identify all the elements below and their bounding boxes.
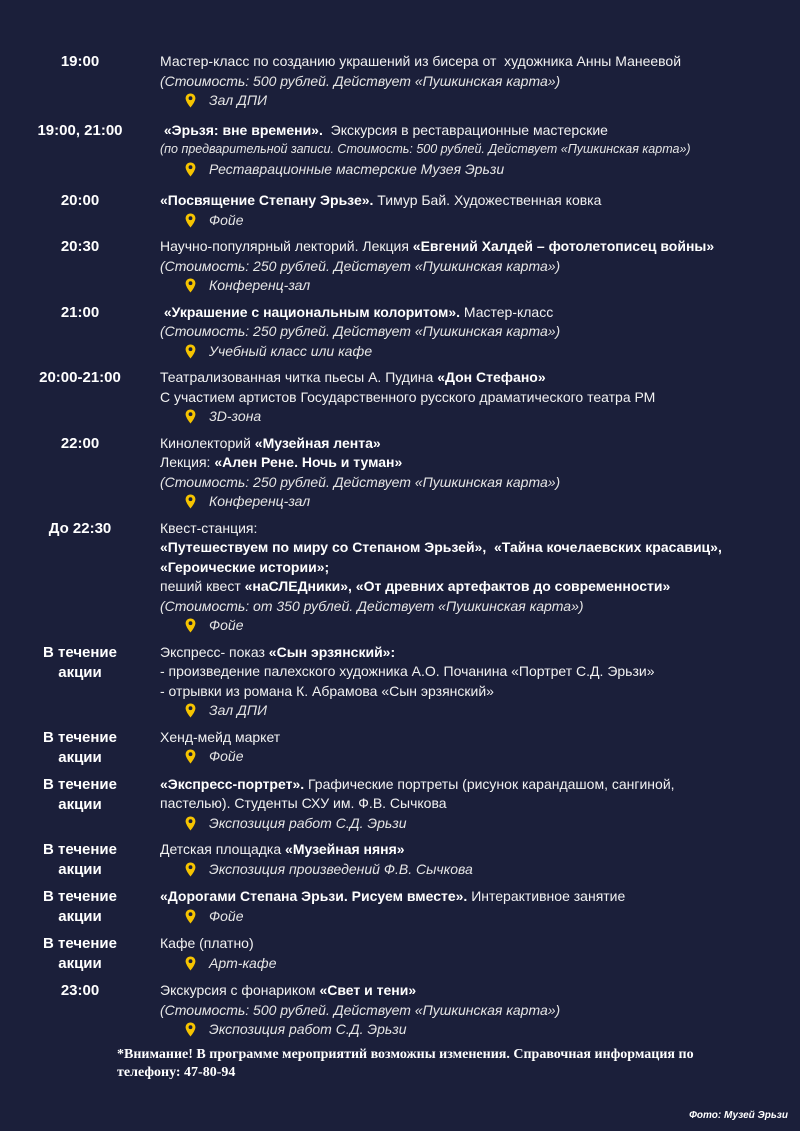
event-title: «Посвящение Степану Эрьзе». — [160, 192, 374, 208]
event-row — [0, 840, 800, 880]
event-price-note — [160, 597, 796, 617]
event-description — [160, 643, 796, 663]
map-pin-icon — [185, 278, 196, 293]
event-description — [160, 934, 796, 954]
event-time-line: 21:00 — [60, 303, 100, 321]
event-text: Театрализованная читка пьесы А. Пудина — [160, 369, 438, 385]
event-location — [160, 160, 796, 180]
event-price-note — [160, 140, 796, 160]
event-time-line: 19:00, 21:00 — [37, 121, 123, 139]
event-row — [0, 237, 800, 296]
event-text: (Стоимость: 250 рублей. Действует «Пушкинская карта») — [160, 257, 561, 274]
map-pin-icon — [185, 494, 196, 509]
event-description — [160, 434, 796, 454]
event-location-name: Зал ДПИ — [209, 92, 268, 108]
event-location-name: Фойе — [209, 211, 244, 228]
event-time-line: акции — [58, 663, 102, 681]
event-row — [0, 519, 800, 636]
event-description — [160, 682, 796, 702]
event-description — [160, 775, 796, 795]
event-time-line: акции — [58, 795, 102, 813]
event-details — [160, 303, 800, 362]
event-time — [0, 434, 160, 454]
map-pin-icon — [185, 956, 196, 971]
map-pin-icon — [185, 703, 196, 718]
event-time — [0, 728, 160, 768]
event-schedule — [0, 52, 800, 1040]
event-row — [0, 775, 800, 834]
event-text: (Стоимость: 250 рублей. Действует «Пушкинская карта») — [160, 473, 561, 490]
event-time — [0, 237, 160, 257]
event-details — [160, 434, 800, 512]
map-pin-icon — [185, 409, 196, 424]
event-time — [0, 303, 160, 323]
event-text: (Стоимость: 250 рублей. Действует «Пушкинская карта») — [160, 323, 561, 339]
event-title: «Музейная няня» — [285, 841, 405, 857]
event-time-line: 20:30 — [60, 238, 100, 255]
event-text: - отрывки из романа К. Абрамова «Сын эрзянский» — [160, 682, 494, 699]
event-details — [160, 237, 800, 296]
event-text: С участием артистов Государственного русского драматического театра РМ — [160, 388, 656, 405]
event-location-name: Арт-кафе — [209, 954, 277, 971]
event-title: «наСЛЕДники», «От древних артефактов до современности» — [244, 578, 671, 594]
event-price-note — [160, 322, 796, 342]
map-pin-icon — [185, 213, 196, 228]
event-location — [160, 907, 796, 927]
event-location-name: Зал ДПИ — [209, 702, 268, 718]
event-time-line: В течение — [43, 728, 117, 746]
event-description — [160, 558, 796, 578]
event-text: Экспресс- показ — [160, 643, 269, 660]
event-price-note — [160, 72, 796, 92]
changes-notice: *Внимание! В программе мероприятий возможны изменения. Справочная информация по телефону: 47-80-94 — [117, 1047, 694, 1080]
event-details — [160, 643, 800, 721]
event-row — [0, 981, 800, 1040]
event-location-name: Экспозиция работ С.Д. Эрьзи — [209, 814, 407, 831]
event-price-note — [160, 257, 796, 277]
event-time — [0, 887, 160, 927]
event-title: «Музейная лента» — [254, 434, 381, 451]
event-details — [160, 728, 800, 767]
event-location — [160, 954, 796, 974]
map-pin-icon — [185, 816, 196, 831]
event-text: (Стоимость: 500 рублей. Действует «Пушкинская карта») — [160, 1001, 561, 1018]
event-time — [0, 368, 160, 388]
event-row — [0, 121, 800, 180]
event-location — [160, 492, 796, 512]
event-text: (Стоимость: 500 рублей. Действует «Пушкинская карта») — [160, 72, 561, 89]
event-time-line: акции — [58, 861, 102, 878]
event-location — [160, 342, 796, 362]
event-row — [0, 887, 800, 927]
event-location-name: Фойе — [209, 748, 244, 764]
event-row — [0, 728, 800, 768]
event-title: «Свет и тени» — [319, 982, 417, 998]
event-row — [0, 52, 800, 111]
event-title: «Дон Стефано» — [437, 369, 546, 385]
event-title: «Украшение с национальным колоритом». — [160, 303, 460, 320]
event-location-name: Учебный класс или кафе — [209, 342, 373, 359]
event-time-line: 23:00 — [60, 982, 100, 999]
event-text: (по предварительной записи. Стоимость: 500 рублей. Действует «Пушкинская карта») — [160, 142, 691, 156]
event-time-line: акции — [58, 908, 102, 925]
event-location-name: Конференц-зал — [209, 493, 311, 509]
event-time-line: акции — [58, 955, 102, 972]
event-description — [160, 453, 796, 473]
event-time — [0, 52, 160, 72]
event-details — [160, 775, 800, 834]
event-description — [160, 303, 796, 323]
event-time-line: В течение — [43, 841, 117, 858]
event-time-line: 19:00 — [60, 53, 100, 70]
event-time-line: 20:00 — [60, 192, 100, 209]
event-title: «Эрьзя: вне времени». — [160, 121, 323, 138]
event-text: - произведение палехского художника А.О. Почанина «Портрет С.Д. Эрьзи» — [160, 663, 655, 679]
event-location — [160, 276, 796, 296]
event-location — [160, 407, 796, 427]
event-location-name: Фойе — [209, 907, 244, 924]
event-text: Хенд-мейд маркет — [160, 728, 281, 745]
event-time — [0, 934, 160, 974]
photo-credit: Фото: Музей Эрьзи — [689, 1110, 788, 1121]
event-title: «Путешествуем по миру со Степаном Эрьзей», «Тайна кочелаевских красавиц», — [160, 539, 722, 555]
event-description — [160, 728, 796, 748]
event-row — [0, 303, 800, 362]
event-details — [160, 121, 800, 180]
event-time-line: В течение — [43, 888, 117, 905]
event-details — [160, 840, 800, 879]
event-description — [160, 519, 796, 539]
event-text: Мастер-класс по созданию украшений из бисера от художника Анны Манеевой — [160, 53, 682, 69]
event-details — [160, 934, 800, 973]
event-price-note — [160, 473, 796, 493]
event-description — [160, 538, 796, 558]
event-text: Интерактивное занятие — [467, 888, 626, 904]
event-time — [0, 643, 160, 683]
event-location — [160, 616, 796, 636]
event-time — [0, 121, 160, 141]
event-description — [160, 981, 796, 1001]
event-details — [160, 368, 800, 427]
event-text: пеший квест — [160, 578, 245, 594]
event-title: «Героические истории»; — [160, 558, 330, 575]
event-description — [160, 794, 796, 814]
event-time-line: 22:00 — [60, 434, 100, 452]
event-location-name: 3D-зона — [209, 408, 262, 424]
map-pin-icon — [185, 344, 196, 359]
event-text: Кинолекторий — [160, 434, 255, 451]
event-text: Лекция: — [160, 454, 215, 470]
event-description — [160, 121, 796, 141]
event-title: «Экспресс-портрет». — [160, 775, 305, 792]
map-pin-icon — [185, 93, 196, 108]
event-text: Мастер-класс — [460, 303, 554, 320]
map-pin-icon — [185, 162, 196, 177]
event-title: «Дорогами Степана Эрьзи. Рисуем вместе». — [160, 888, 468, 904]
event-time-line: В течение — [43, 775, 117, 793]
event-description — [160, 887, 796, 907]
event-time-line: До 22:30 — [48, 519, 112, 537]
event-title: «Сын эрзянский»: — [268, 643, 396, 660]
event-location — [160, 747, 796, 767]
event-location — [160, 814, 796, 834]
event-description — [160, 368, 796, 388]
map-pin-icon — [185, 1022, 196, 1037]
event-description — [160, 237, 796, 257]
event-text: (Стоимость: от 350 рублей. Действует «Пушкинская карта») — [160, 597, 584, 614]
event-text: Научно-популярный лекторий. Лекция — [160, 238, 413, 254]
event-row — [0, 934, 800, 974]
event-text: Экскурсия в реставрационные мастерские — [322, 121, 608, 138]
event-details — [160, 981, 800, 1040]
event-location-name: Реставрационные мастерские Музея Эрьзи — [209, 160, 505, 177]
event-location-name: Конференц-зал — [209, 277, 311, 293]
event-location — [160, 701, 796, 721]
event-row — [0, 434, 800, 512]
event-time-line: В течение — [43, 643, 117, 661]
map-pin-icon — [185, 909, 196, 924]
event-price-note — [160, 1001, 796, 1021]
event-description — [160, 388, 796, 408]
event-description — [160, 52, 796, 72]
event-time — [0, 191, 160, 211]
event-location — [160, 1020, 796, 1040]
event-details — [160, 519, 800, 636]
event-details — [160, 52, 800, 111]
event-text: Кафе (платно) — [160, 935, 254, 951]
event-row — [0, 643, 800, 721]
event-time-line: В течение — [43, 935, 117, 952]
event-description — [160, 662, 796, 682]
event-time — [0, 519, 160, 539]
event-text: Тимур Бай. Художественная ковка — [373, 192, 602, 208]
event-row — [0, 191, 800, 230]
event-text: Экскурсия с фонариком — [160, 982, 320, 998]
event-row — [0, 368, 800, 427]
event-time-line: акции — [58, 748, 102, 766]
event-time — [0, 775, 160, 815]
event-title: «Евгений Халдей – фотолетописец войны» — [412, 238, 715, 254]
event-location-name: Экспозиция произведений Ф.В. Сычкова — [209, 860, 473, 877]
event-location-name: Экспозиция работ С.Д. Эрьзи — [209, 1021, 407, 1037]
event-description — [160, 577, 796, 597]
event-location — [160, 860, 796, 880]
event-time — [0, 981, 160, 1001]
event-time — [0, 840, 160, 880]
event-location — [160, 91, 796, 111]
event-location-name: Фойе — [209, 617, 244, 633]
event-description — [160, 191, 796, 211]
event-details — [160, 191, 800, 230]
event-text: Квест-станция: — [160, 519, 258, 536]
event-time-line: 20:00-21:00 — [39, 369, 121, 386]
event-details — [160, 887, 800, 926]
event-title: «Ален Рене. Ночь и туман» — [214, 454, 403, 470]
map-pin-icon — [185, 862, 196, 877]
event-text: пастелью). Студенты СХУ им. Ф.В. Сычкова — [160, 795, 447, 811]
event-description — [160, 840, 796, 860]
event-location — [160, 211, 796, 231]
map-pin-icon — [185, 749, 196, 764]
event-text: Детская площадка — [160, 841, 286, 857]
event-text: Графические портреты (рисунок карандашом, сангиной, — [304, 775, 675, 792]
map-pin-icon — [185, 618, 196, 633]
